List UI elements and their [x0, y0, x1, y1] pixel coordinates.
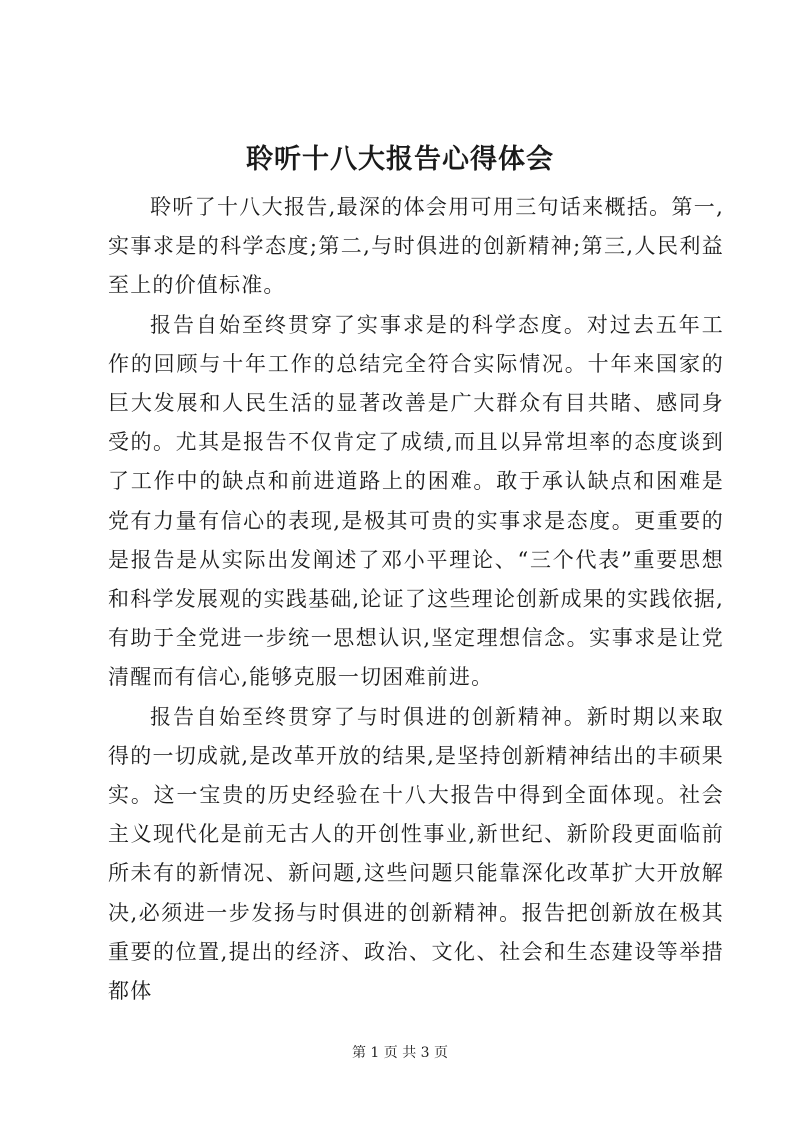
document-body: [108, 188, 724, 1011]
paragraph-innovation: 报告自始至终贯穿了与时俱进的创新精神。新时期以来取得的一切成就,是改革开放的结果,是坚持创新精神结出的丰硕果实。这一宝贵的历史经验在十八大报告中得到全面体现。社会主义现代化是前无古人的开创性事业,新世纪、新阶段更面临前所未有的新情况、新问题,这些问题只能靠深化改革扩大开放解决,必须进一步发扬与时俱进的创新精神。报告把创新放在极其重要的位置,提出的经济、政治、文化、社会和生态建设等举措都体: [108, 704, 724, 1004]
page-number-footer: 第 1 页 共 3 页: [351, 1045, 449, 1061]
paragraph-intro: 聆听了十八大报告,最深的体会用可用三句话来概括。第一,实事求是的科学态度;第二,与时俱进的创新精神;第三,人民利益至上的价值标准。: [108, 195, 724, 298]
paragraph-seeking-truth: 报告自始至终贯穿了实事求是的科学态度。对过去五年工作的回顾与十年工作的总结完全符合实际情况。十年来国家的巨大发展和人民生活的显著改善是广大群众有目共睹、感同身受的。尤其是报告不仅肯定了成绩,而且以异常坦率的态度谈到了工作中的缺点和前进道路上的困难。敢于承认缺点和困难是党有力量有信心的表现,是极其可贵的实事求是态度。更重要的是报告是从实际出发阐述了邓小平理论、“三个代表”重要思想和科学发展观的实践基础,论证了这些理论创新成果的实践依据,有助于全党进一步统一思想认识,坚定理想信念。实事求是让党清醒而有信心,能够克服一切困难前进。: [108, 312, 724, 690]
document-title: 聆听十八大报告心得体会: [246, 144, 554, 175]
